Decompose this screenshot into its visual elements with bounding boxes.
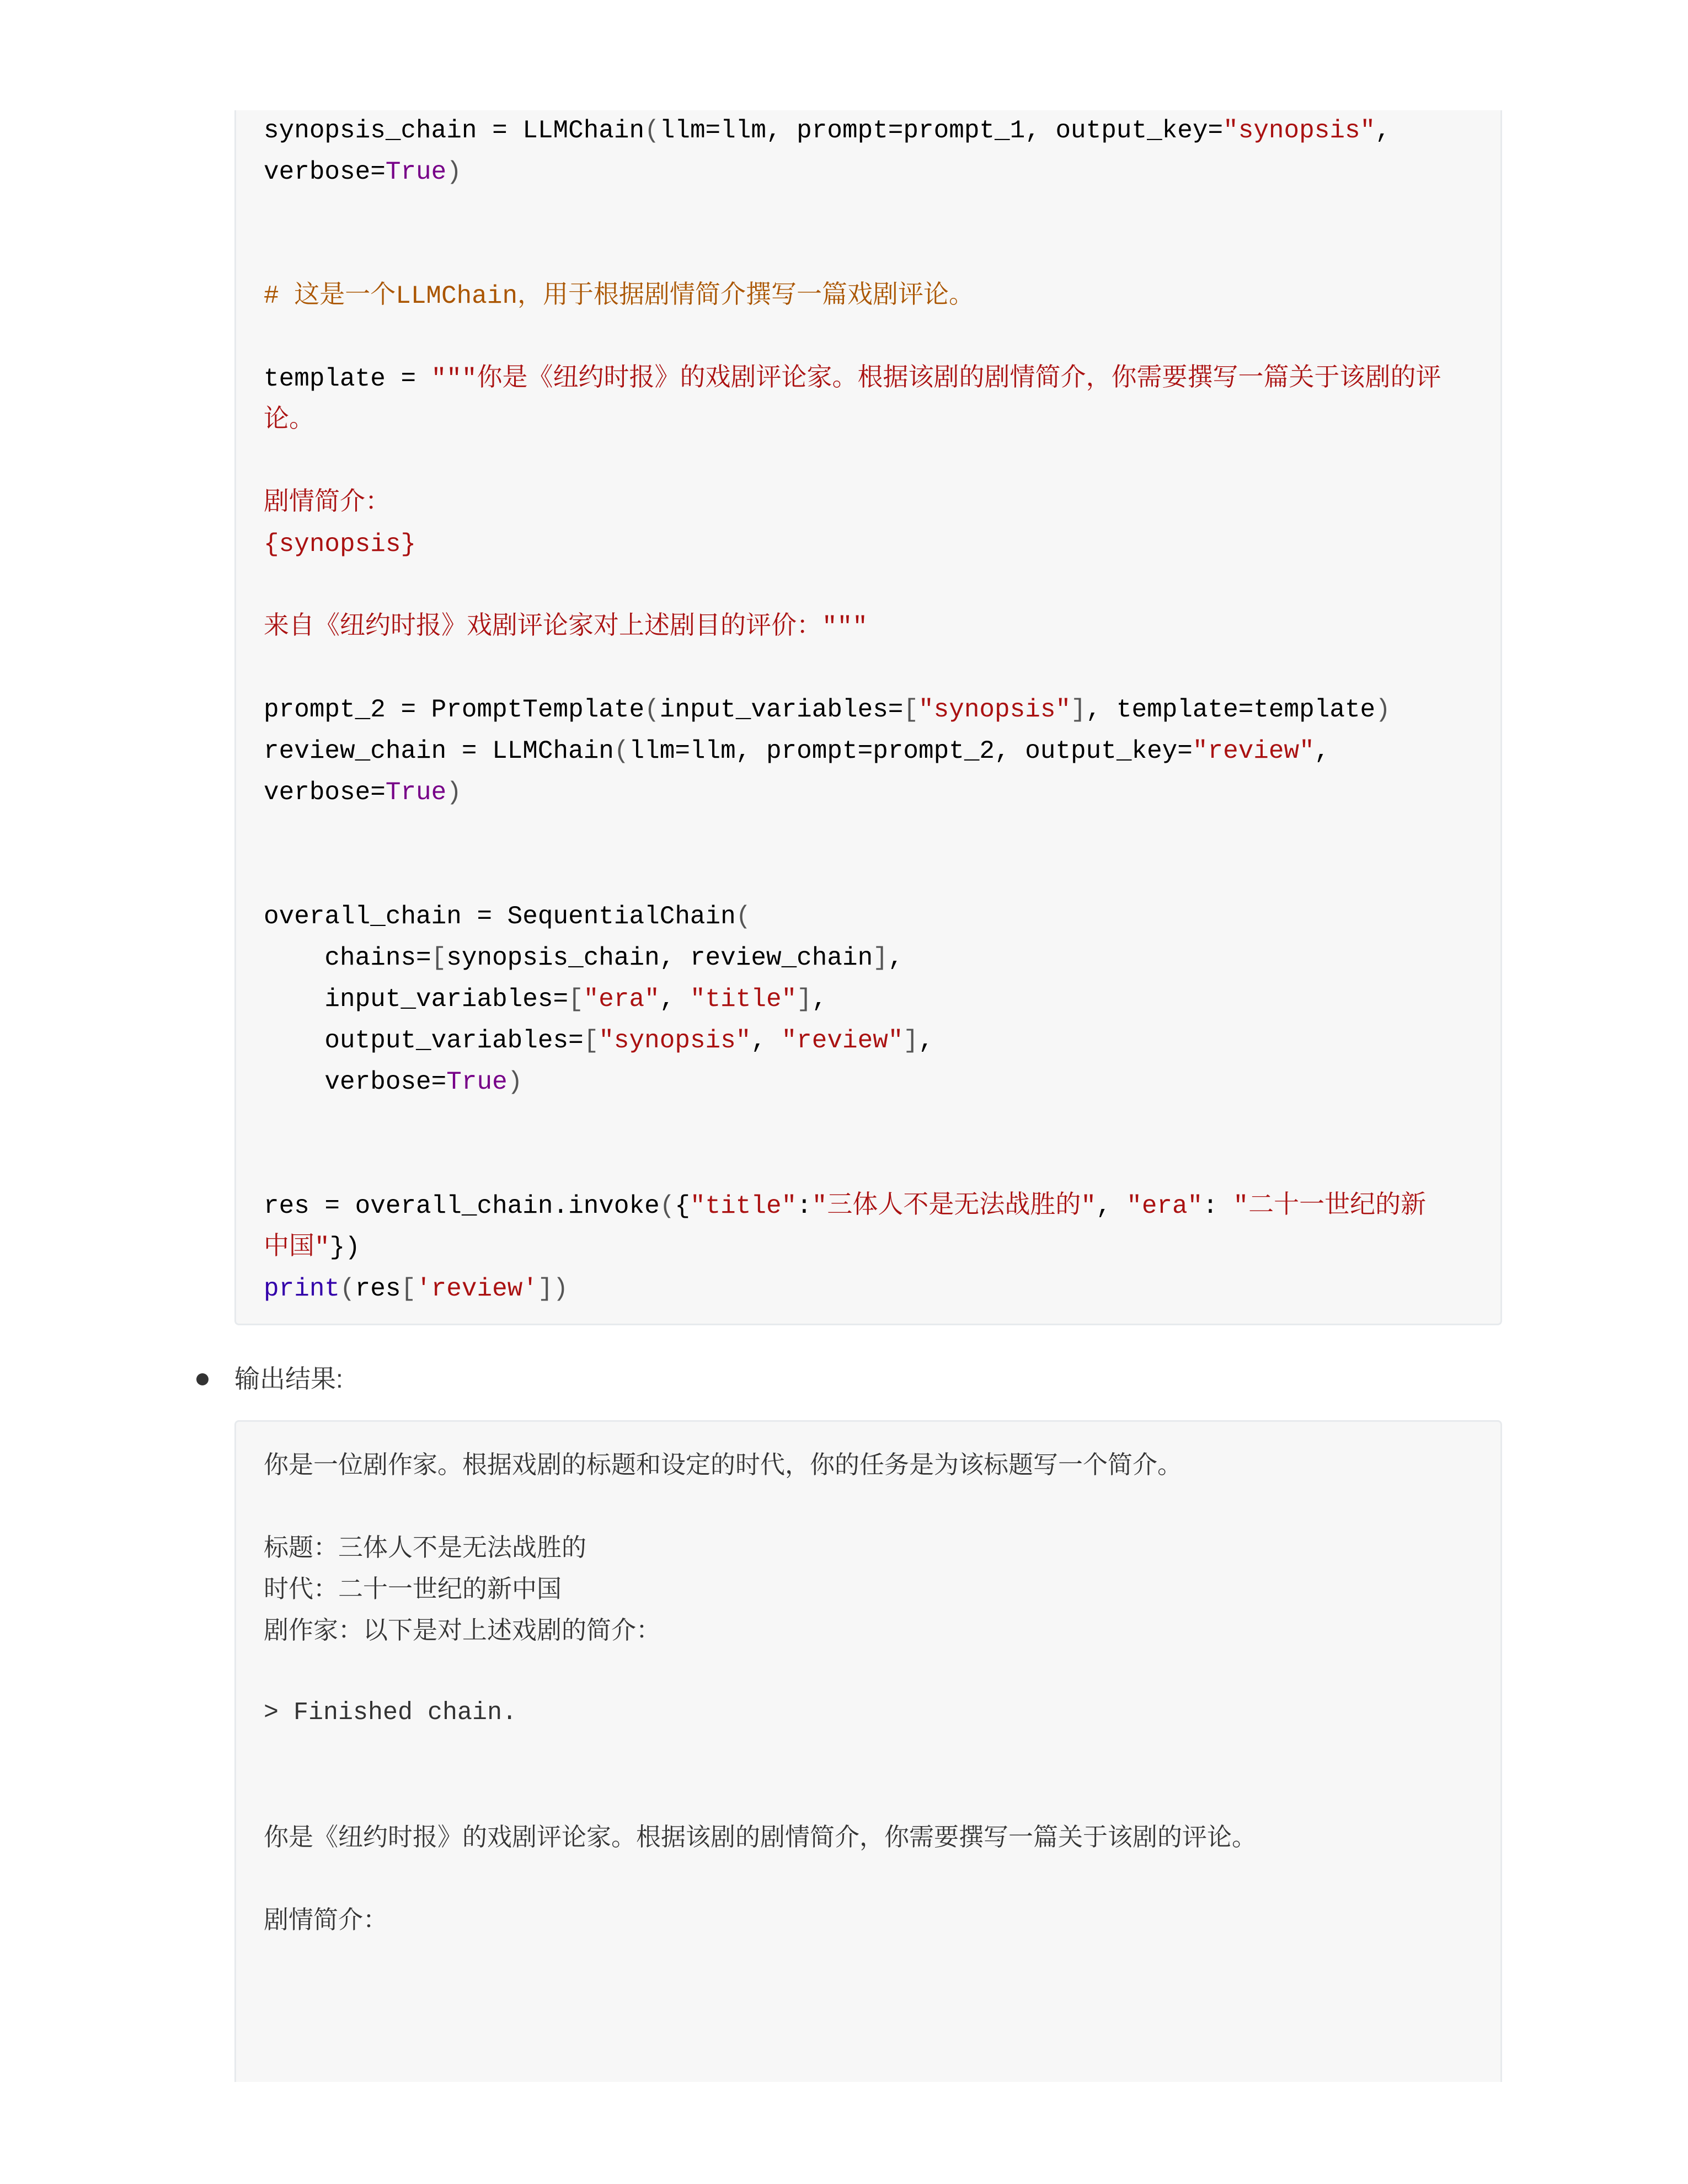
code-token: "synopsis": [918, 695, 1071, 724]
code-token: ]: [873, 944, 888, 972]
output-line: 你是《纽约时报》的戏剧评论家。根据该剧的剧情简介，你需要撰写一篇关于该剧的评论。: [264, 1823, 1257, 1851]
code-token: (: [613, 737, 629, 766]
code-token: ,: [659, 985, 690, 1014]
code-token: [: [903, 695, 919, 724]
code-token: chains=: [264, 944, 431, 972]
code-token: ]: [1071, 695, 1086, 724]
code-line: [264, 1186, 1441, 1227]
output-line: [264, 1651, 1257, 1692]
code-token: [: [431, 944, 447, 972]
code-token: [: [568, 985, 584, 1014]
code-token: ): [446, 778, 462, 807]
code-line: [264, 648, 1441, 689]
code-token: }): [329, 1233, 360, 1262]
code-token: "review": [781, 1026, 904, 1055]
code-token: input_variables=: [659, 695, 904, 724]
code-token: ,: [1314, 737, 1330, 766]
code-line: [264, 896, 1441, 938]
code-lines: [264, 110, 1441, 1310]
code-token: True: [446, 1068, 508, 1096]
code-token: ,: [811, 985, 827, 1014]
code-token: template =: [264, 365, 431, 393]
code-line: [264, 152, 1441, 193]
output-lines: [264, 1444, 1257, 1940]
code-token: 中国": [264, 1233, 330, 1262]
code-line: [264, 441, 1441, 483]
code-line: [264, 400, 1441, 441]
output-line: 标题：三体人不是无法战胜的: [264, 1533, 587, 1561]
code-token: :: [1203, 1192, 1233, 1221]
code-token: ): [446, 158, 462, 186]
code-line: [264, 358, 1441, 400]
code-token: , template=template: [1086, 695, 1376, 724]
code-line: [264, 110, 1441, 152]
code-token: (: [644, 695, 660, 724]
output-line: > Finished chain.: [264, 1699, 517, 1727]
code-block: [234, 110, 1502, 1325]
code-token: overall_chain = SequentialChain: [264, 902, 736, 931]
code-token: ,: [918, 1026, 934, 1055]
code-token: res = overall_chain.invoke: [264, 1192, 660, 1221]
code-token: prompt_2 = PromptTemplate: [264, 695, 645, 724]
output-line: 剧情简介：: [264, 1905, 388, 1934]
code-token: "title": [690, 1192, 797, 1221]
code-token: 论。: [264, 406, 314, 435]
code-token: (: [340, 1275, 355, 1303]
code-token: "review": [1192, 737, 1315, 766]
code-token: "synopsis": [1223, 116, 1376, 145]
output-line: 你是一位剧作家。根据戏剧的标题和设定的时代，你的任务是为该标题写一个简介。: [264, 1450, 1183, 1479]
code-token: 剧情简介：: [264, 489, 391, 517]
output-line: 时代：二十一世纪的新中国: [264, 1575, 562, 1603]
code-token: "era": [583, 985, 660, 1014]
code-token: output_variables=: [264, 1026, 584, 1055]
code-token: review_chain = LLMChain: [264, 737, 614, 766]
code-token: ,: [751, 1026, 782, 1055]
code-token: ,: [888, 944, 904, 972]
code-token: True: [385, 778, 447, 807]
code-line: [264, 193, 1441, 234]
code-line: [264, 565, 1441, 607]
code-token: "二十一世纪的新: [1233, 1192, 1427, 1221]
code-token: 来自《纽约时报》戏剧评论家对上述剧目的评价：""": [264, 613, 868, 641]
code-token: verbose=: [264, 778, 386, 807]
code-token: ): [507, 1068, 523, 1096]
code-token: # 这是一个LLMChain，用于根据剧情简介撰写一篇戏剧评论。: [264, 282, 975, 311]
code-token: {: [675, 1192, 690, 1221]
code-token: verbose=: [264, 1068, 447, 1096]
output-line: [264, 1858, 1257, 1899]
output-line: [264, 1733, 1257, 1775]
code-token: "三体人不是无法战胜的": [811, 1192, 1096, 1221]
code-line: [264, 938, 1441, 979]
code-token: ): [1375, 695, 1391, 724]
code-token: :: [797, 1192, 812, 1221]
code-token: ]: [537, 1275, 553, 1303]
code-token: llm=llm, prompt=prompt_2, output_key=: [629, 737, 1193, 766]
code-token: (: [659, 1192, 675, 1221]
code-line: [264, 607, 1441, 648]
code-line: [264, 979, 1441, 1020]
bullet-dot-icon: [196, 1373, 209, 1385]
code-token: True: [385, 158, 447, 186]
output-line: 剧作家：以下是对上述戏剧的简介：: [264, 1616, 661, 1644]
code-token: "title": [690, 985, 797, 1014]
code-line: [264, 483, 1441, 524]
code-token: res: [355, 1275, 401, 1303]
code-line: [264, 1268, 1441, 1310]
code-token: print: [264, 1275, 340, 1303]
code-token: {synopsis}: [264, 530, 416, 559]
code-line: [264, 855, 1441, 896]
code-line: [264, 731, 1441, 772]
code-line: [264, 1144, 1441, 1186]
code-token: synopsis_chain, review_chain: [446, 944, 873, 972]
code-line: [264, 1020, 1441, 1062]
code-token: [: [583, 1026, 599, 1055]
code-token: ,: [1096, 1192, 1127, 1221]
code-line: [264, 1227, 1441, 1268]
code-token: ]: [797, 985, 812, 1014]
code-line: [264, 524, 1441, 565]
code-line: [264, 234, 1441, 276]
code-token: 'review': [416, 1275, 538, 1303]
code-line: [264, 813, 1441, 855]
code-line: [264, 772, 1441, 813]
output-result-label: 输出结果:: [234, 1364, 343, 1393]
code-token: ): [553, 1275, 569, 1303]
code-line: [264, 317, 1441, 358]
code-token: "era": [1126, 1192, 1203, 1221]
code-token: [: [400, 1275, 416, 1303]
code-token: ,: [1375, 116, 1391, 145]
code-token: input_variables=: [264, 985, 569, 1014]
code-token: verbose=: [264, 158, 386, 186]
output-block: [234, 1420, 1502, 2082]
code-token: (: [644, 116, 660, 145]
code-token: """你是《纽约时报》的戏剧评论家。根据该剧的剧情简介，你需要撰写一篇关于该剧的评: [431, 365, 1441, 393]
code-token: synopsis_chain = LLMChain: [264, 116, 645, 145]
code-line: [264, 276, 1441, 317]
output-line: [264, 1775, 1257, 1816]
code-line: [264, 1062, 1441, 1103]
code-token: ]: [903, 1026, 919, 1055]
output-line: [264, 1485, 1257, 1527]
code-token: "synopsis": [599, 1026, 751, 1055]
code-line: [264, 689, 1441, 731]
code-token: (: [735, 902, 751, 931]
code-token: llm=llm, prompt=prompt_1, output_key=: [659, 116, 1224, 145]
code-line: [264, 1103, 1441, 1144]
